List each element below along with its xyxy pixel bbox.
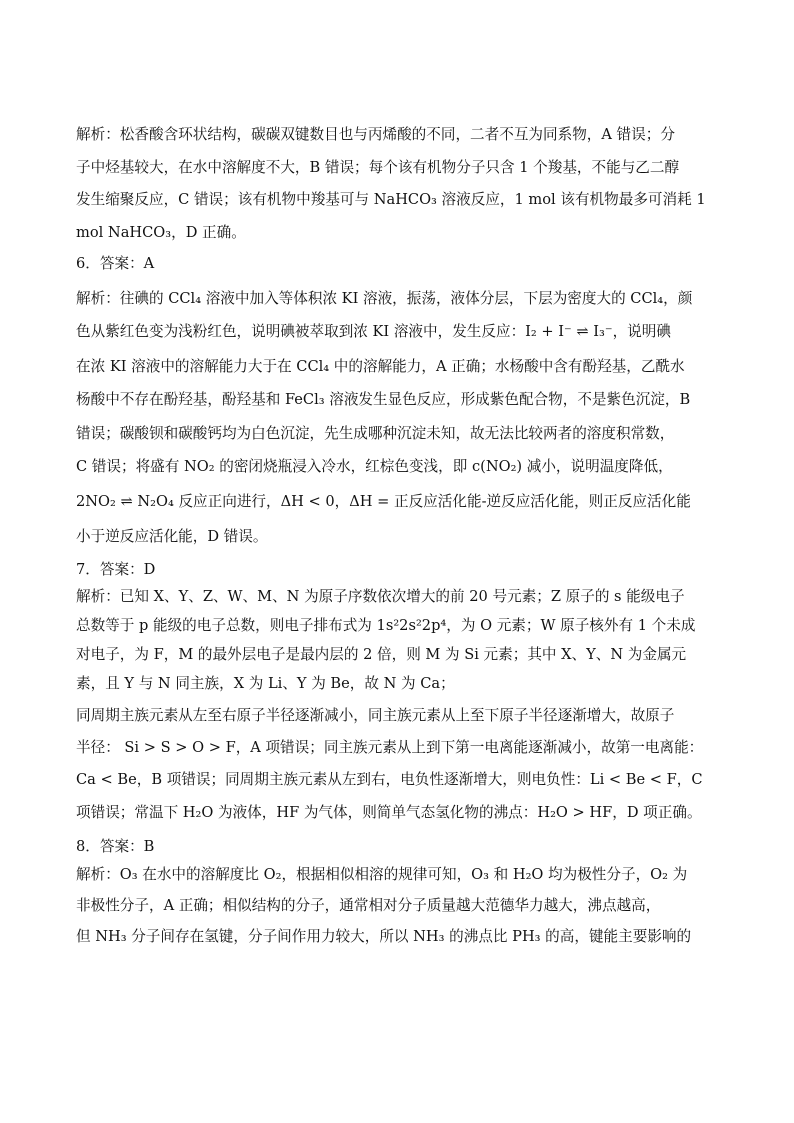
text-line: 子中烃基较大，在水中溶解度不大，B 错误；每个该有机物分子只含 1 个羧基，不能与乙二醇: [76, 159, 680, 176]
text-line: 解析：O₃ 在水中的溶解度比 O₂，根据相似相溶的规律可知，O₃ 和 H₂O 均为极性分子，O₂ 为: [76, 866, 688, 883]
text-line: 2NO₂ ⇌ N₂O₄ 反应正向进行，ΔH < 0，ΔH = 正反应活化能-逆反应活化能，则正反应活化能: [76, 493, 691, 510]
text-line: 杨酸中不存在酚羟基，酚羟基和 FeCl₃ 溶液发生显色反应，形成紫色配合物，不是紫色沉淀，B: [76, 391, 691, 408]
text-line: mol NaHCO₃，D 正确。: [76, 224, 246, 241]
text-line: 解析：往碘的 CCl₄ 溶液中加入等体积浓 KI 溶液，振荡，液体分层，下层为密度大的 CCl₄，颜: [76, 290, 693, 307]
text-line: 色从紫红色变为浅粉红色，说明碘被萃取到浓 KI 溶液中，发生反应：I₂ + I⁻ ⇌ I₃⁻，说明碘: [76, 323, 671, 340]
text-line: 发生缩聚反应，C 错误；该有机物中羧基可与 NaHCO₃ 溶液反应，1 mol 该有机物最多可消耗 1: [76, 191, 706, 208]
text-line: 项错误；常温下 H₂O 为液体，HF 为气体，则简单气态氢化物的沸点：H₂O > HF，D 项正确。: [76, 804, 702, 821]
text-line: 非极性分子，A 正确；相似结构的分子，通常相对分子质量越大范德华力越大，沸点越高，: [76, 897, 661, 914]
text-line: 半径： Si > S > O > F，A 项错误；同主族元素从上到下第一电离能逐渐减小，故第一电离能：: [76, 739, 704, 756]
text-line: Ca < Be，B 项错误；同周期主族元素从左到右，电负性逐渐增大，则电负性：Li < Be < F，C: [76, 771, 703, 788]
text-line: 总数等于 p 能级的电子总数，则电子排布式为 1s²2s²2p⁴，为 O 元素；W 原子核外有 1 个未成: [76, 617, 696, 634]
answer-heading: 8．答案：B: [76, 838, 155, 855]
text-line: C 错误；将盛有 NO₂ 的密闭烧瓶浸入冷水，红棕色变浅，即 c(NO₂) 减小，说明温度降低，: [76, 458, 673, 475]
text-line: 解析：松香酸含环状结构，碳碳双键数目也与丙烯酸的不同，二者不互为同系物，A 错误；分: [76, 126, 675, 143]
text-line: 解析：已知 X、Y、Z、W、M、N 为原子序数依次增大的前 20 号元素；Z 原子的 s 能级电子: [76, 588, 685, 605]
answer-heading: 6．答案：A: [76, 255, 155, 272]
text-line: 小于逆反应活化能，D 错误。: [76, 528, 268, 545]
text-line: 在浓 KI 溶液中的溶解能力大于在 CCl₄ 中的溶解能力，A 正确；水杨酸中含有酚羟基，乙酰水: [76, 358, 685, 375]
answer-heading: 7．答案：D: [76, 561, 156, 578]
text-line: 对电子，为 F，M 的最外层电子是最内层的 2 倍，则 M 为 Si 元素；其中 X、Y、N 为金属元: [76, 646, 687, 663]
text-line: 素，且 Y 与 N 同主族，X 为 Li、Y 为 Be，故 N 为 Ca；: [76, 675, 455, 692]
text-line: 错误；碳酸钡和碳酸钙均为白色沉淀，先生成哪种沉淀未知，故无法比较两者的溶度积常数，: [76, 425, 675, 442]
text-line: 但 NH₃ 分子间存在氢键，分子间作用力较大，所以 NH₃ 的沸点比 PH₃ 的高，键能主要影响的: [76, 928, 692, 945]
text-line: 同周期主族元素从左至右原子半径逐渐减小，同主族元素从上至下原子半径逐渐增大，故原子: [76, 707, 675, 724]
